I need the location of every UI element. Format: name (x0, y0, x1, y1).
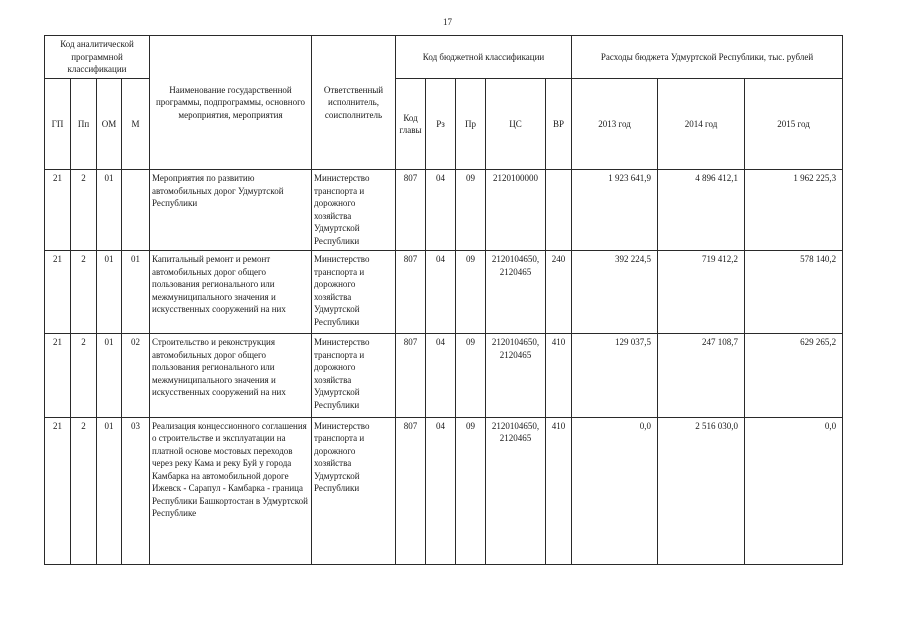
cell-cs: 2120104650, 2120465 (486, 251, 546, 334)
cell-om: 01 (97, 417, 122, 564)
header-name: Наименование государственной программы, подпрограммы, основного мероприятия, мероприятия (150, 36, 312, 170)
table-row (45, 417, 843, 564)
cell-vr: 410 (546, 417, 572, 564)
cell-2015: 629 265,2 (745, 334, 843, 417)
cell-cs: 2120104650, 2120465 (486, 334, 546, 417)
cell-2014: 4 896 412,1 (658, 170, 745, 251)
cell-2014: 2 516 030,0 (658, 417, 745, 564)
cell-m (122, 170, 150, 251)
cell-om: 01 (97, 251, 122, 334)
cell-2015: 0,0 (745, 417, 843, 564)
header-expenses: Расходы бюджета Удмуртской Республики, тыс. рублей (572, 36, 843, 79)
header-analytic-code: Код аналитической программной классификации (45, 36, 150, 79)
header-vr: ВР (546, 79, 572, 170)
cell-pp: 2 (71, 417, 97, 564)
cell-pr: 09 (456, 417, 486, 564)
header-m: М (122, 79, 150, 170)
cell-kod-glavy: 807 (396, 417, 426, 564)
cell-name: Строительство и реконструкция автомобильных дорог общего пользования регионального или межмуниципального значения и искусственных сооружений на них (150, 334, 312, 417)
cell-rz: 04 (426, 417, 456, 564)
header-om: ОМ (97, 79, 122, 170)
cell-name: Реализация концессионного соглашения о строительстве и эксплуатации на платной основе мостовых переходов через реку Кама и реку Буй у города Камбарка на автомобильной дороге Ижевск - Сарапул - Камбарка - граница Республики Башкортостан в Удмуртской Республике (150, 417, 312, 564)
cell-rz: 04 (426, 251, 456, 334)
cell-responsible: Министерство транспорта и дорожного хозяйства Удмуртской Республики (312, 251, 396, 334)
header-responsible: Ответственный исполнитель, соисполнитель (312, 36, 396, 170)
cell-2013: 392 224,5 (572, 251, 658, 334)
cell-om: 01 (97, 170, 122, 251)
page-number: 17 (443, 17, 452, 27)
cell-rz: 04 (426, 170, 456, 251)
cell-2014: 247 108,7 (658, 334, 745, 417)
table-row (45, 251, 843, 334)
cell-pp: 2 (71, 334, 97, 417)
cell-gp: 21 (45, 417, 71, 564)
cell-2013: 0,0 (572, 417, 658, 564)
cell-m: 03 (122, 417, 150, 564)
cell-vr: 240 (546, 251, 572, 334)
header-2014: 2014 год (658, 79, 745, 170)
cell-2013: 1 923 641,9 (572, 170, 658, 251)
cell-responsible: Министерство транспорта и дорожного хозяйства Удмуртской Республики (312, 334, 396, 417)
cell-pp: 2 (71, 251, 97, 334)
header-2013: 2013 год (572, 79, 658, 170)
cell-pr: 09 (456, 334, 486, 417)
header-kod-glavy: Код главы (396, 79, 426, 170)
cell-2015: 578 140,2 (745, 251, 843, 334)
cell-responsible: Министерство транспорта и дорожного хозяйства Удмуртской Республики (312, 170, 396, 251)
cell-m: 02 (122, 334, 150, 417)
table-row (45, 334, 843, 417)
budget-table (44, 35, 843, 565)
cell-m: 01 (122, 251, 150, 334)
table-row (45, 170, 843, 251)
header-2015: 2015 год (745, 79, 843, 170)
cell-2013: 129 037,5 (572, 334, 658, 417)
header-row-top (45, 36, 843, 79)
cell-gp: 21 (45, 334, 71, 417)
cell-kod-glavy: 807 (396, 251, 426, 334)
header-budget-code: Код бюджетной классификации (396, 36, 572, 79)
cell-responsible: Министерство транспорта и дорожного хозяйства Удмуртской Республики (312, 417, 396, 564)
cell-pr: 09 (456, 170, 486, 251)
cell-pr: 09 (456, 251, 486, 334)
header-pp: Пп (71, 79, 97, 170)
cell-cs: 2120100000 (486, 170, 546, 251)
header-rz: Рз (426, 79, 456, 170)
cell-vr (546, 170, 572, 251)
header-pr: Пр (456, 79, 486, 170)
cell-cs: 2120104650, 2120465 (486, 417, 546, 564)
cell-name: Мероприятия по развитию автомобильных дорог Удмуртской Республики (150, 170, 312, 251)
cell-2014: 719 412,2 (658, 251, 745, 334)
cell-kod-glavy: 807 (396, 334, 426, 417)
cell-pp: 2 (71, 170, 97, 251)
cell-gp: 21 (45, 251, 71, 334)
cell-vr: 410 (546, 334, 572, 417)
cell-kod-glavy: 807 (396, 170, 426, 251)
cell-2015: 1 962 225,3 (745, 170, 843, 251)
header-cs: ЦС (486, 79, 546, 170)
header-gp: ГП (45, 79, 71, 170)
cell-rz: 04 (426, 334, 456, 417)
cell-name: Капитальный ремонт и ремонт автомобильных дорог общего пользования регионального или межмуниципального значения и искусственных сооружений на них (150, 251, 312, 334)
cell-gp: 21 (45, 170, 71, 251)
cell-om: 01 (97, 334, 122, 417)
